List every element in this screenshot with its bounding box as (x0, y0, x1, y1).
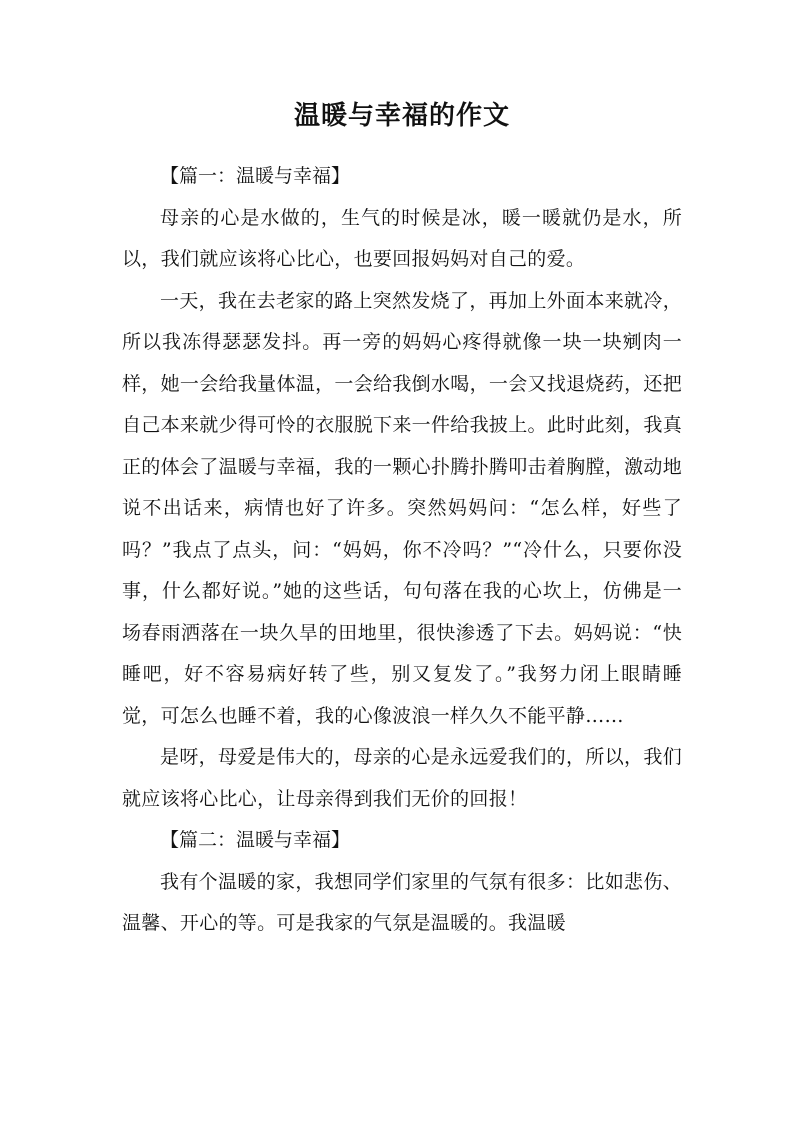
section-1 (122, 156, 682, 820)
section-1-heading: 【篇一：温暖与幸福】 (160, 165, 351, 187)
document-title: 温暖与幸福的作文 (293, 101, 510, 131)
section-1-paragraph-1: 母亲的心是水做的，生气的时候是冰，暖一暖就仍是水，所以，我们就应该将心比心，也要回报妈妈对自己的爱。 (122, 206, 682, 270)
document-page (122, 96, 682, 945)
section-1-paragraph-3: 是呀，母爱是伟大的，母亲的心是永远爱我们的，所以，我们就应该将心比心，让母亲得到我们无价的回报！ (122, 746, 682, 810)
section-2 (122, 820, 682, 945)
section-2-paragraph-1: 我有个温暖的家，我想同学们家里的气氛有很多：比如悲伤、温馨、开心的等。可是我家的气氛是温暖的。我温暖 (122, 870, 682, 934)
section-1-paragraph-2: 一天，我在去老家的路上突然发烧了，再加上外面本来就冷，所以我冻得瑟瑟发抖。再一旁的妈妈心疼得就像一块一块剜肉一样，她一会给我量体温，一会给我倒水喝，一会又找退烧药，还把自己本来就少得可怜的衣服脱下来一件给我披上。此时此刻，我真正的体会了温暖与幸福，我的一颗心扑腾扑腾叩击着胸膛，激动地说不出话来，病情也好了许多。突然妈妈问：“怎么样，好些了吗？”我点了点头，问：“妈妈，你不冷吗？”“冷什么，只要你没事，什么都好说。”她的这些话，句句落在我的心坎上，仿佛是一场春雨洒落在一块久旱的田地里，很快渗透了下去。妈妈说：“快睡吧，好不容易病好转了些，别又复发了。”我努力闭上眼睛睡觉，可怎么也睡不着，我的心像波浪一样久久不能平静…… (122, 289, 682, 727)
section-2-heading: 【篇二：温暖与幸福】 (160, 829, 351, 851)
